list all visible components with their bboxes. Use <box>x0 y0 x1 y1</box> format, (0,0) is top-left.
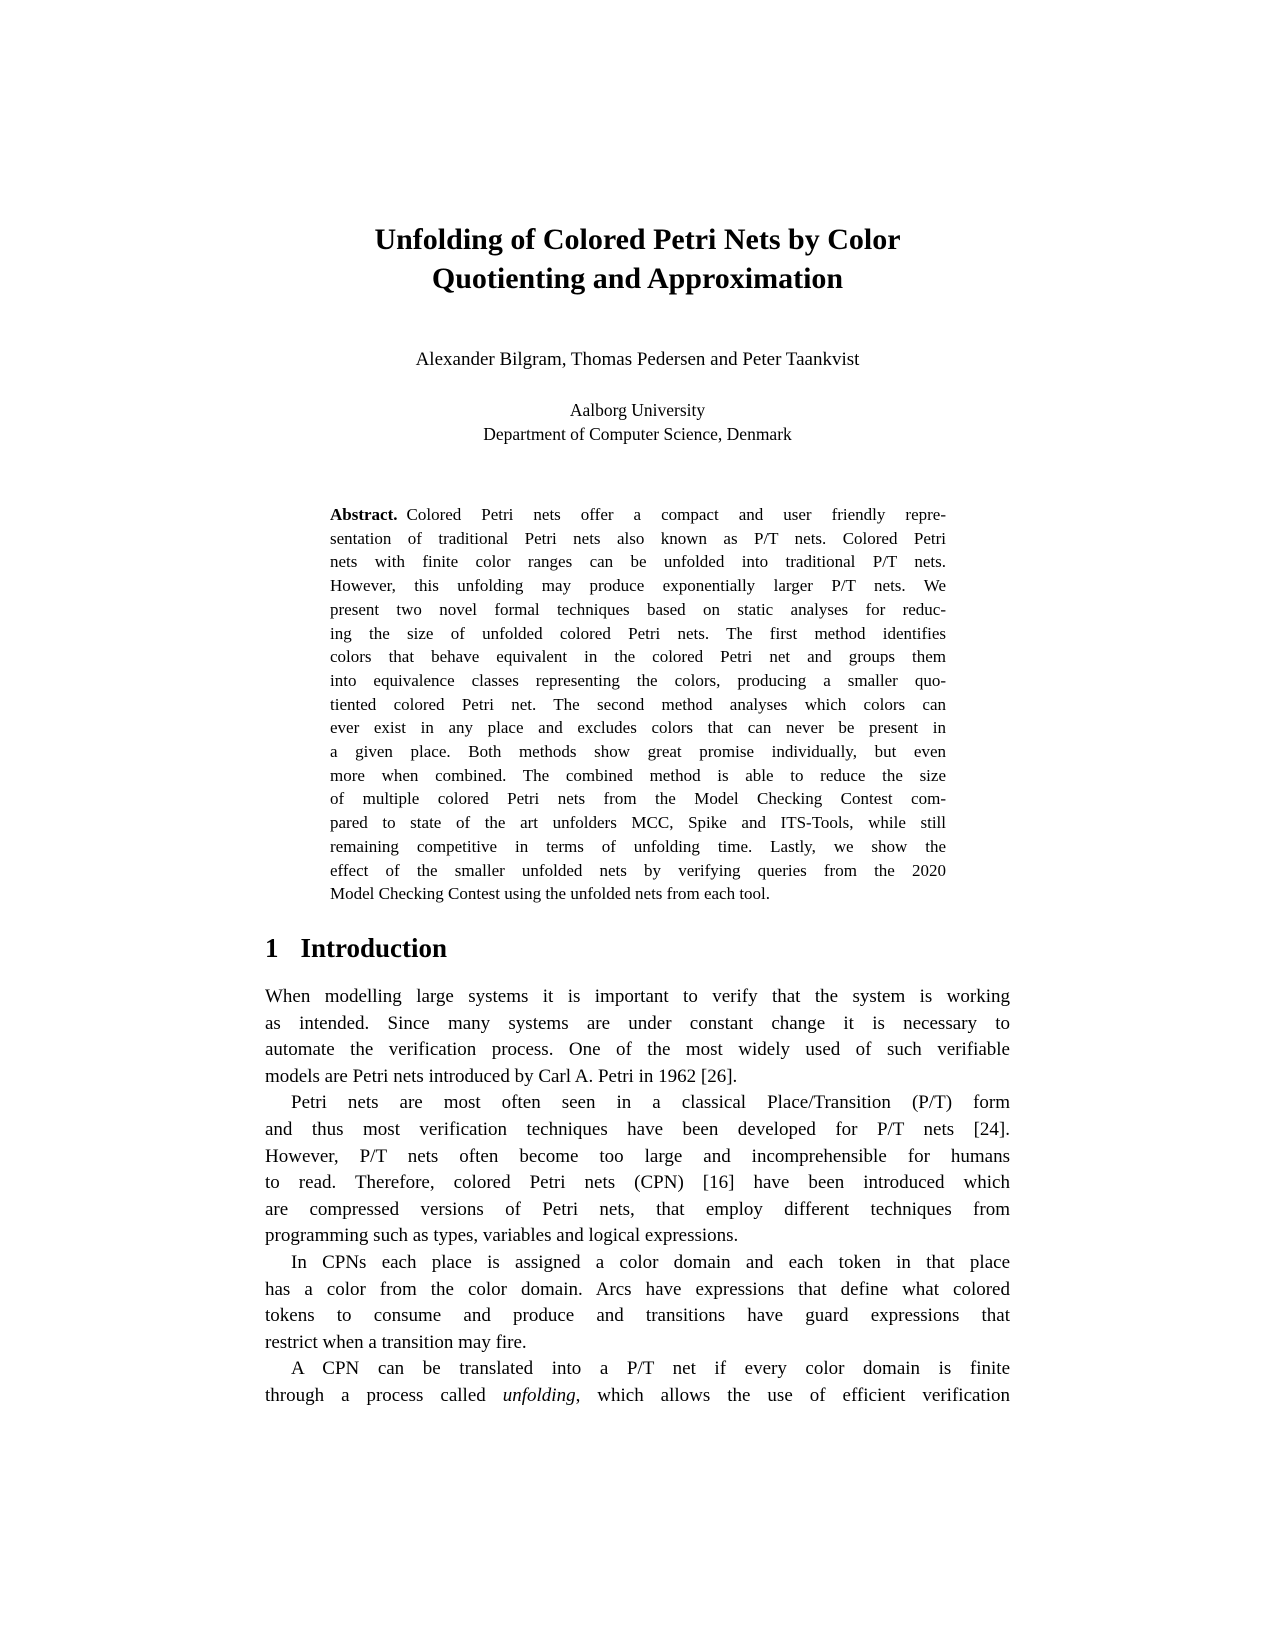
text-line <box>265 1383 1010 1410</box>
abstract-label: Abstract. <box>330 505 398 524</box>
paper-title-line2: Quotienting and Approximation <box>431 262 844 295</box>
abstract-line: Abstract. Colored Petri nets offer a compact and user friendly repre- <box>330 505 946 524</box>
text-line: restrict when a transition may fire. <box>265 1331 527 1353</box>
text-line: and thus most verification techniques have been developed for P/T nets [24]. <box>265 1118 1010 1140</box>
abstract-line: pared to state of the art unfolders MCC, Spike and ITS-Tools, while still <box>330 813 946 833</box>
authors: Alexander Bilgram, Thomas Pedersen and Peter Taankvist <box>415 349 860 370</box>
abstract-line: of multiple colored Petri nets from the Model Checking Contest com- <box>330 789 946 809</box>
abstract <box>330 503 946 906</box>
abstract-line: Model Checking Contest using the unfolded nets from each tool. <box>330 884 771 904</box>
abstract-line: nets with finite color ranges can be unfolded into traditional P/T nets. <box>330 552 946 572</box>
section-title: Introduction <box>300 933 448 963</box>
text-line: automate the verification process. One of the most widely used of such verifiable <box>265 1039 1010 1061</box>
abstract-line: tiented colored Petri net. The second method analyses which colors can <box>330 694 946 714</box>
text-line: models are Petri nets introduced by Carl A. Petri in 1962 [26]. <box>265 1065 738 1087</box>
paper-title-line1: Unfolding of Colored Petri Nets by Color <box>374 223 901 256</box>
text-line: Petri nets are most often seen in a classical Place/Transition (P/T) form <box>291 1092 1010 1114</box>
affiliation-department: Department of Computer Science, Denmark <box>483 424 792 444</box>
text-line: A CPN can be translated into a P/T net if every color domain is finite <box>291 1358 1010 1380</box>
affiliation-institution: Aalborg University <box>569 400 706 420</box>
text-line: as intended. Since many systems are under constant change it is necessary to <box>265 1012 1010 1034</box>
abstract-line: ever exist in any place and excludes colors that can never be present in <box>330 718 946 738</box>
text-line: to read. Therefore, colored Petri nets (CPN) [16] have been introduced which <box>265 1172 1010 1194</box>
italic-term: unfolding <box>502 1384 576 1406</box>
abstract-line: more when combined. The combined method is able to reduce the size <box>330 765 946 785</box>
text-segment: through a process called <box>265 1384 503 1406</box>
section-heading <box>265 933 1010 964</box>
affiliation <box>265 398 1010 446</box>
abstract-line: sentation of traditional Petri nets also known as P/T nets. Colored Petri <box>330 528 946 548</box>
text-line: When modelling large systems it is important to verify that the system is working <box>265 986 1010 1007</box>
abstract-line: effect of the smaller unfolded nets by verifying queries from the 2020 <box>330 860 946 880</box>
text-line: However, P/T nets often become too large and incomprehensible for humans <box>265 1145 1010 1167</box>
section-number: 1 <box>265 933 279 963</box>
abstract-line: colors that behave equivalent in the colored Petri net and groups them <box>330 647 946 667</box>
abstract-line: present two novel formal techniques based on static analyses for reduc- <box>330 599 946 619</box>
text-line: are compressed versions of Petri nets, that employ different techniques from <box>265 1198 1010 1220</box>
abstract-line: a given place. Both methods show great promise individually, but even <box>330 742 946 762</box>
text-line: tokens to consume and produce and transitions have guard expressions that <box>265 1305 1010 1327</box>
abstract-line: ing the size of unfolded colored Petri nets. The first method identifies <box>330 623 946 643</box>
text-line: In CPNs each place is assigned a color domain and each token in that place <box>291 1251 1010 1273</box>
paper-title <box>265 220 1010 298</box>
abstract-line: However, this unfolding may produce exponentially larger P/T nets. We <box>330 576 946 596</box>
abstract-line: remaining competitive in terms of unfolding time. Lastly, we show the <box>330 836 946 856</box>
text-segment: , which allows the use of efficient verification <box>575 1384 1010 1406</box>
text-line: has a color from the color domain. Arcs have expressions that define what colored <box>265 1278 1010 1300</box>
introduction-text <box>265 984 1010 1410</box>
text-line: programming such as types, variables and logical expressions. <box>265 1225 739 1247</box>
abstract-line: into equivalence classes representing the colors, producing a smaller quo- <box>330 670 946 690</box>
